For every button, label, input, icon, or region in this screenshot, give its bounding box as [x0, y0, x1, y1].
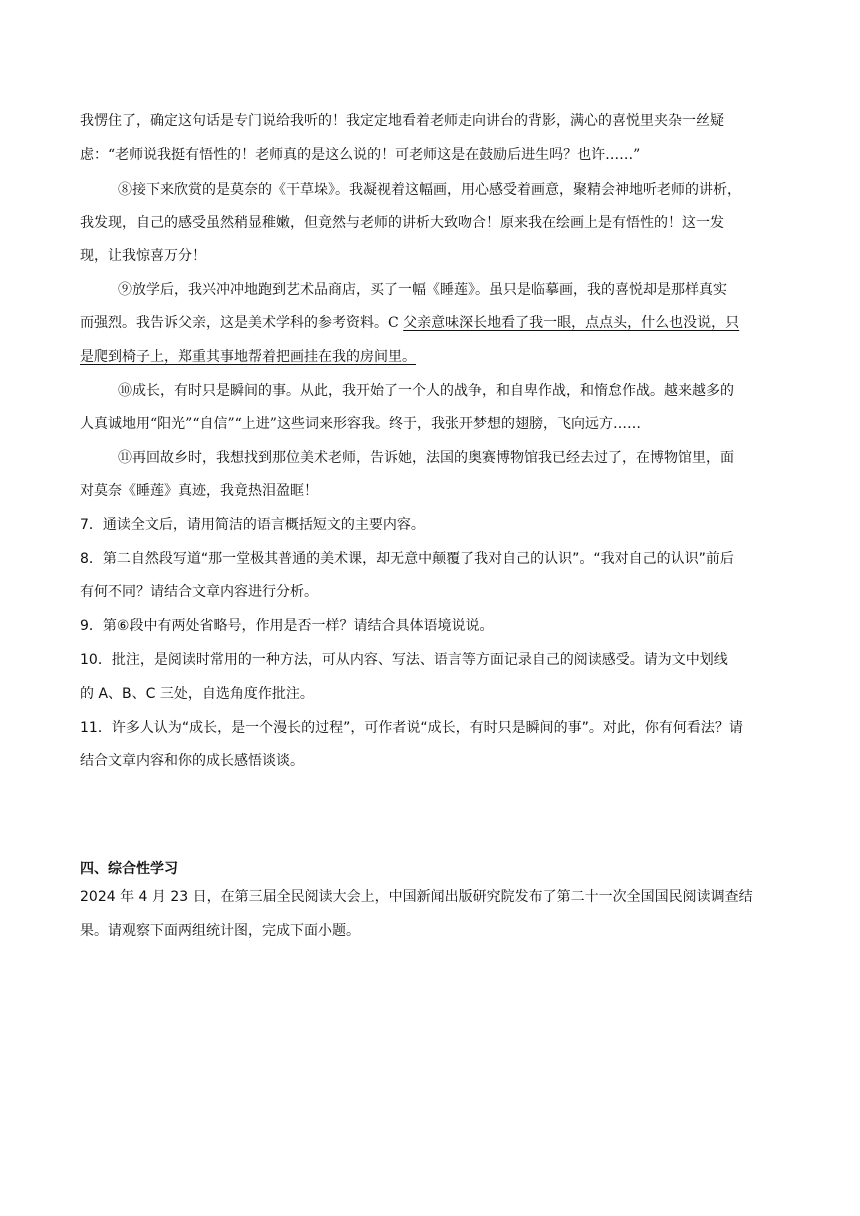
underlined-passage-c: 是爬到椅子上，郑重其事地帮着把画挂在我的房间里。 — [80, 349, 416, 365]
passage-line: 我愣住了，确定这句话是专门说给我听的！我定定地看着老师走向讲台的背影，满心的喜悦里夹杂一丝疑 — [80, 113, 724, 129]
paragraph-8-line: 我发现，自己的感受虽然稍显稚嫩，但竟然与老师的讲析大致吻合！原来我在绘画上是有悟性的！这一发 — [80, 215, 724, 231]
passage-line: 虑：“老师说我挺有悟性的！老师真的是这么说的！可老师这是在鼓励后进生吗？也许……” — [80, 147, 641, 163]
paragraph-9-line — [80, 347, 780, 367]
paragraph-10-line: ⑩成长，有时只是瞬间的事。从此，我开始了一个人的战争，和自卑作战，和惰怠作战。越来越多的 — [118, 383, 734, 399]
paragraph-11-line: ⑪再回故乡时，我想找到那位美术老师，告诉她，法国的奥赛博物馆我已经去过了，在博物馆里，面 — [118, 450, 734, 466]
question-11: 结合文章内容和你的成长感悟谈谈。 — [80, 753, 304, 769]
paragraph-8-line: 现，让我惊喜万分！ — [80, 248, 206, 264]
question-8: 有何不同？请结合文章内容进行分析。 — [80, 584, 318, 600]
question-9: 9．第⑥段中有两处省略号，作用是否一样？请结合具体语境说说。 — [80, 618, 494, 634]
underlined-passage-c: 父亲意味深长地看了我一眼，点点头，什么也没说，只 — [403, 315, 740, 331]
question-10: 的 A、B、C 三处，自选角度作批注。 — [80, 686, 314, 702]
paragraph-11-line: 对莫奈《睡莲》真迹，我竟热泪盈眶！ — [80, 483, 318, 499]
section-intro-line: 果。请观察下面两组统计图，完成下面小题。 — [80, 923, 360, 939]
question-11: 11．许多人认为“成长，是一个漫长的过程”，可作者说“成长，有时只是瞬间的事”。对此，你有何看法？请 — [80, 720, 743, 736]
paragraph-9-text: 而强烈。我告诉父亲，这是美术学科的参考资料。C — [80, 315, 404, 331]
paragraph-9-line: ⑨放学后，我兴冲冲地跑到艺术品商店，买了一幅《睡莲》。虽只是临摹画，我的喜悦却是那样真实 — [118, 282, 727, 298]
paragraph-10-line: 人真诚地用“阳光”“自信”“上进”这些词来形容我。终于，我张开梦想的翅膀，飞向远方…… — [80, 416, 641, 432]
paragraph-9-line — [80, 313, 780, 333]
section-heading: 四、综合性学习 — [80, 861, 178, 877]
question-10: 10．批注，是阅读时常用的一种方法，可从内容、写法、语言等方面记录自己的阅读感受。请为文中划线 — [80, 652, 728, 668]
question-8: 8．第二自然段写道“那一堂极其普通的美术课，却无意中颠覆了我对自己的认识”。“我对自己的认识”前后 — [80, 551, 734, 567]
paragraph-8-line: ⑧接下来欣赏的是莫奈的《干草垛》。我凝视着这幅画，用心感受着画意，聚精会神地听老师的讲析， — [118, 182, 741, 198]
section-intro-line: 2024 年 4 月 23 日，在第三届全民阅读大会上，中国新闻出版研究院发布了第二十一次全国国民阅读调查结 — [80, 889, 753, 905]
question-7: 7．通读全文后，请用简洁的语言概括短文的主要内容。 — [80, 517, 425, 533]
